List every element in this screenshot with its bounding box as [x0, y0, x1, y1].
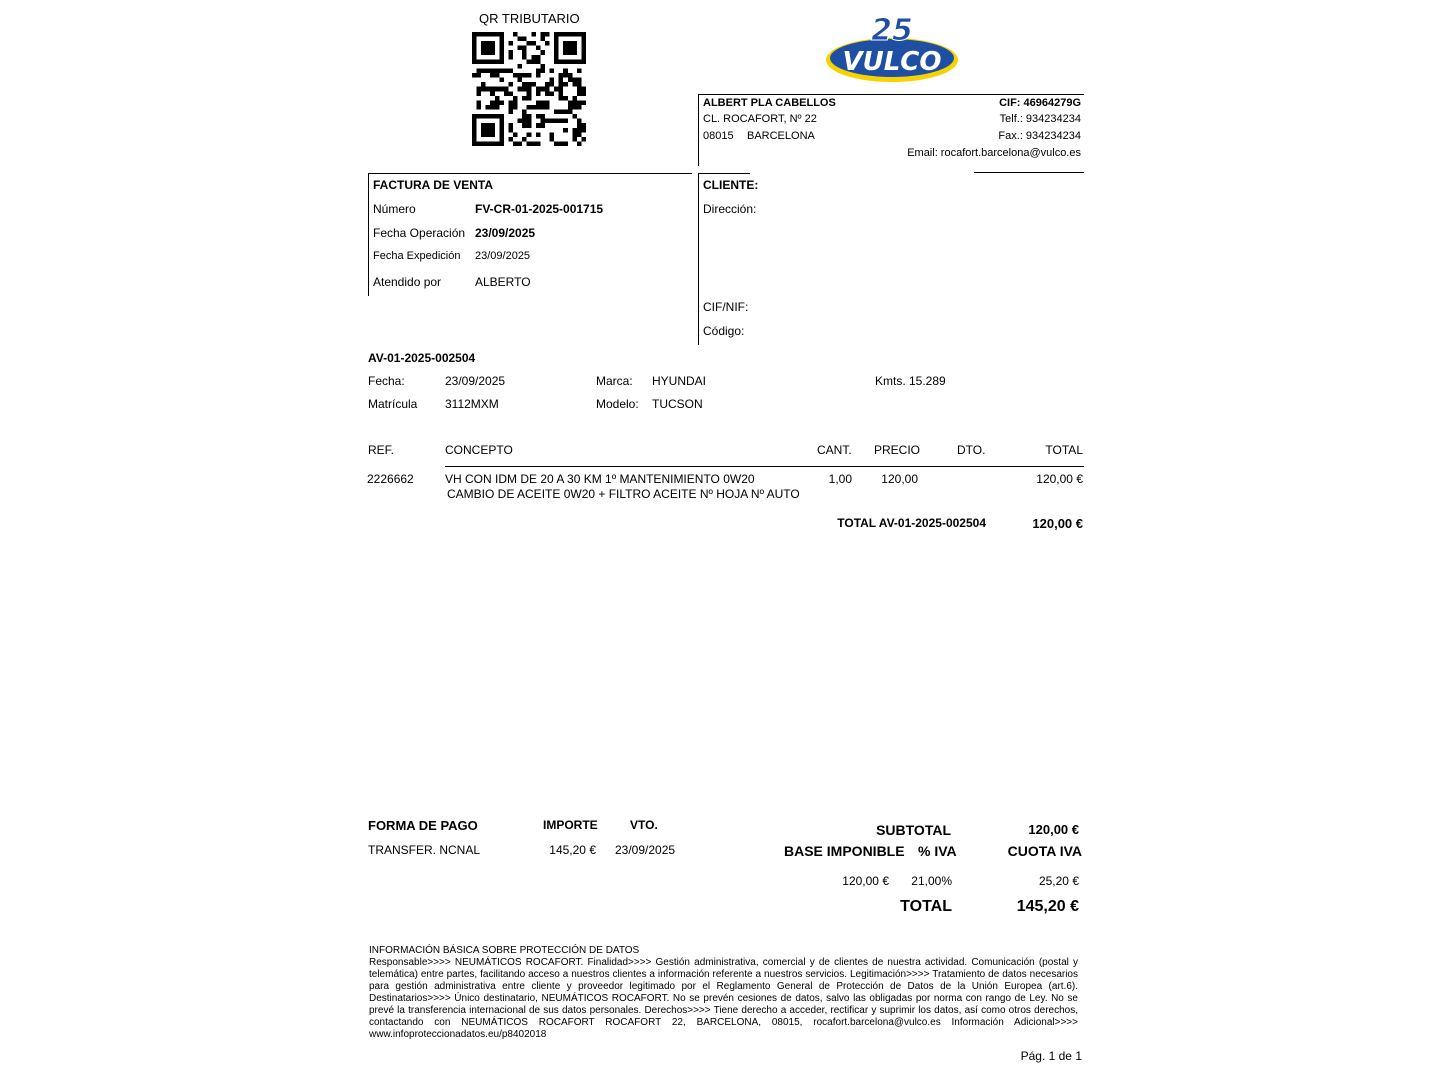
grand-total-label: TOTAL: [900, 898, 952, 915]
subtotal-value: 120,00 €: [1028, 822, 1079, 837]
qr-code-image: [472, 32, 586, 146]
brand-value: HYUNDAI: [652, 374, 707, 388]
order-total-value: 120,00 €: [1032, 516, 1083, 531]
client-code-label: Código:: [703, 324, 745, 338]
client-address-label: Dirección:: [703, 202, 757, 216]
client-box-top-border: [698, 173, 750, 174]
plate-value: 3112MXM: [445, 397, 499, 411]
payment-method-header: FORMA DE PAGO: [368, 818, 478, 833]
company-email: Email: rocafort.barcelona@vulco.es: [907, 147, 1081, 159]
row-ref: 2226662: [367, 472, 414, 486]
company-postal-code: 08015: [703, 130, 734, 142]
order-date-value: 23/09/2025: [445, 374, 506, 388]
grand-total-value: 145,20 €: [1016, 898, 1079, 915]
page-number: Pág. 1 de 1: [1020, 1049, 1082, 1063]
payment-due-header: VTO.: [630, 818, 658, 832]
company-phone: Telf.: 934234234: [999, 113, 1081, 125]
subtotal-label: SUBTOTAL: [876, 822, 951, 838]
order-date-label: Fecha:: [368, 374, 405, 388]
company-box-left-border: [698, 94, 699, 166]
row-total: 120,00 €: [1036, 472, 1083, 486]
vat-rate-label: % IVA: [918, 843, 957, 859]
attended-by-label: Atendido por: [373, 275, 442, 289]
attended-by-value: ALBERTO: [475, 275, 531, 289]
model-label: Modelo:: [596, 397, 639, 411]
company-cif: CIF: 46964279G: [999, 97, 1081, 109]
company-box-bottom-border: [974, 172, 1084, 173]
col-header-discount: DTO.: [957, 443, 986, 457]
tax-base-value: 120,00 €: [842, 874, 889, 888]
client-box-left-border: [698, 173, 699, 345]
vat-amount-label: CUOTA IVA: [1007, 843, 1082, 859]
mileage: Kmts. 15.289: [875, 374, 946, 388]
issue-date-value: 23/09/2025: [475, 250, 531, 262]
company-address: CL. ROCAFORT, Nº 22: [703, 113, 817, 125]
payment-due-value: 23/09/2025: [615, 843, 676, 857]
order-reference: AV-01-2025-002504: [368, 351, 476, 365]
invoice-heading: FACTURA DE VENTA: [373, 178, 493, 192]
company-fax: Fax.: 934234234: [998, 130, 1081, 142]
vat-rate-value: 21,00%: [911, 874, 952, 888]
invoice-box-top-border: [368, 173, 692, 174]
brand-label: Marca:: [596, 374, 633, 388]
data-protection-notice: [369, 945, 1078, 1041]
tax-base-label: BASE IMPONIBLE: [784, 843, 905, 859]
client-heading: CLIENTE:: [703, 178, 759, 192]
row-quantity: 1,00: [828, 472, 852, 486]
invoice-box-left-border: [368, 173, 369, 296]
qr-title: QR TRIBUTARIO: [479, 11, 580, 26]
model-value: TUCSON: [652, 397, 703, 411]
row-price: 120,00: [881, 472, 918, 486]
issue-date-label: Fecha Expedición: [373, 250, 461, 262]
row-concept-line2: CAMBIO DE ACEITE 0W20 + FILTRO ACEITE Nº HOJA Nº AUTO: [447, 487, 800, 501]
invoice-number-value: FV-CR-01-2025-001715: [475, 202, 604, 216]
payment-method-value: TRANSFER. NCNAL: [368, 843, 481, 857]
invoice-number-label: Número: [373, 202, 416, 216]
order-total-label: TOTAL AV-01-2025-002504: [837, 516, 986, 530]
operation-date-value: 23/09/2025: [475, 226, 536, 240]
logo-text: VULCO: [842, 47, 942, 77]
vat-amount-value: 25,20 €: [1038, 874, 1079, 888]
table-header-underline: [445, 466, 1084, 467]
company-box-top-border: [698, 94, 1084, 95]
row-concept-line1: VH CON IDM DE 20 A 30 KM 1º MANTENIMIENTO 0W20: [445, 472, 755, 486]
client-tax-id-label: CIF/NIF:: [703, 300, 749, 314]
payment-amount-value: 145,20 €: [549, 843, 596, 857]
col-header-quantity: CANT.: [817, 443, 852, 457]
plate-label: Matrícula: [368, 397, 418, 411]
col-header-concept: CONCEPTO: [445, 443, 513, 457]
operation-date-label: Fecha Operación: [373, 226, 466, 240]
col-header-total: TOTAL: [1045, 443, 1083, 457]
col-header-ref: REF.: [368, 443, 395, 457]
company-city: BARCELONA: [747, 130, 815, 142]
data-protection-body: Responsable>>>> NEUMÁTICOS ROCAFORT. Finalidad>>>> Gestión administrativa, comercial y de clientes de nuestra actividad. Comunicación (postal y telemática) entre partes, facilitando acceso a nuestros clientes a información referente a nuestros servicios. Legitimación>>>> Tratamiento de datos necesarios para gestión administrativa entre cliente y proveedor legitimado por el Reglamento General de Protección de Datos de la Unión Europea (art.6). Destinatarios>>>> Único destinatario, NEUMÁTICOS ROCAFORT. No se prevén cesiones de datos, salvo las obligadas por norma con rango de Ley. No se prevé la transferencia internacional de sus datos personales. Derechos>>>> Tiene derecho a acceder, rectificar y suprimir los datos, así como otros derechos, contactando con NEUMÁTICOS ROCAFORT ROCAFORT 22, BARCELONA, 08015, rocafort.barcelona@vulco.es Información Adicional>>>> www.infoproteccionadatos.eu/p8402018: [369, 957, 1078, 1040]
company-name: ALBERT PLA CABELLOS: [703, 97, 836, 109]
logo-number: 25: [871, 13, 913, 48]
col-header-price: PRECIO: [874, 443, 921, 457]
data-protection-title: INFORMACIÓN BÁSICA SOBRE PROTECCIÓN DE DATOS: [369, 945, 640, 956]
vulco-logo: [824, 10, 960, 84]
payment-amount-header: IMPORTE: [543, 818, 598, 832]
